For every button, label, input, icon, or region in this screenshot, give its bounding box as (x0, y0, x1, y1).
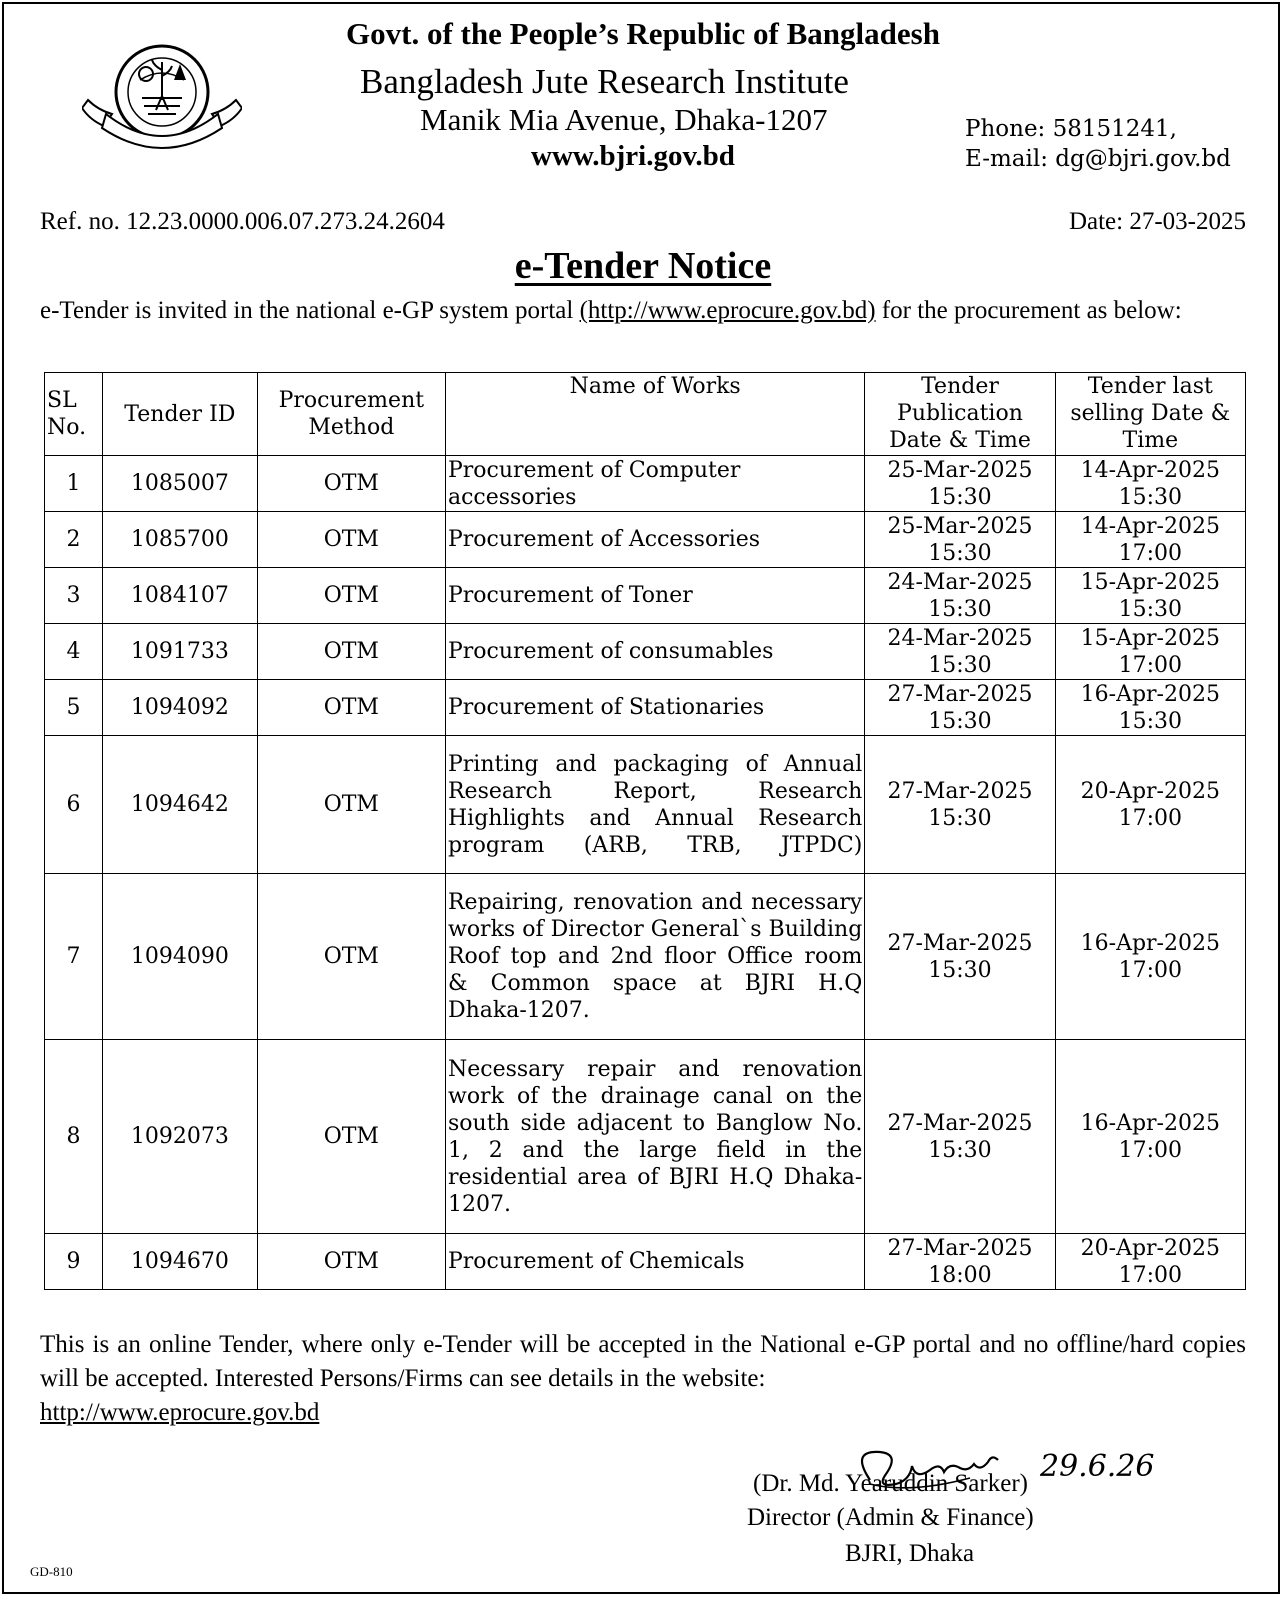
table-row (45, 568, 1246, 624)
table-row (45, 624, 1246, 680)
cell-sl: 9 (45, 1234, 103, 1290)
institute-address: Manik Mia Avenue, Dhaka-1207 (420, 102, 828, 137)
signatory-org: BJRI, Dhaka (845, 1540, 975, 1567)
cell-method: OTM (257, 568, 445, 624)
cell-tender-id: 1084107 (103, 568, 258, 624)
cell-method: OTM (257, 680, 445, 736)
cell-tender-id: 1094090 (103, 874, 258, 1040)
col-header-sl: SL No. (45, 373, 103, 456)
cell-works: Procurement of consumables (445, 624, 864, 680)
form-code: GD-810 (30, 1564, 73, 1579)
cell-last-selling: 16-Apr-2025 17:00 (1055, 1040, 1245, 1234)
signatory-name: (Dr. Md. Yearuddin Sarker) (753, 1470, 1028, 1497)
col-header-method: Procurement Method (257, 373, 445, 456)
signatory-title: Director (Admin & Finance) (747, 1504, 1034, 1531)
cell-publication: 25-Mar-2025 15:30 (865, 512, 1055, 568)
cell-tender-id: 1094092 (103, 680, 258, 736)
col-header-publication: Tender Publication Date & Time (865, 373, 1055, 456)
cell-works: Necessary repair and renovation work of the drainage canal on the south side adjacent to Banglow No. 1, 2 and the large field in the residential area of BJRI H.Q Dhaka-1207. (445, 1040, 864, 1234)
cell-last-selling: 14-Apr-2025 15:30 (1055, 456, 1245, 512)
cell-sl: 7 (45, 874, 103, 1040)
institute-name: Bangladesh Jute Research Institute (360, 62, 849, 101)
phone-number: Phone: 58151241, (965, 116, 1177, 142)
table-row (45, 680, 1246, 736)
institute-logo (82, 40, 242, 160)
cell-tender-id: 1091733 (103, 624, 258, 680)
cell-tender-id: 1094642 (103, 736, 258, 874)
cell-works: Procurement of Computer accessories (445, 456, 864, 512)
cell-publication: 27-Mar-2025 15:30 (865, 680, 1055, 736)
signature-date: 29.6.26 (1040, 1449, 1155, 1484)
col-header-works: Name of Works (445, 373, 864, 456)
cell-publication: 24-Mar-2025 15:30 (865, 624, 1055, 680)
eprocure-link[interactable]: (http://www.eprocure.gov.bd) (579, 297, 876, 324)
tender-table-body (45, 456, 1246, 1290)
cell-publication: 25-Mar-2025 15:30 (865, 456, 1055, 512)
institute-website[interactable]: www.bjri.gov.bd (531, 140, 735, 172)
cell-publication: 27-Mar-2025 15:30 (865, 874, 1055, 1040)
footer-paragraph: This is an online Tender, where only e-Tender will be accepted in the National e-GP portal and no offline/hard copies will be accepted. Interested Persons/Firms can see details in the website: http://www.eprocure.gov.bd (40, 1331, 1246, 1426)
cell-method: OTM (257, 736, 445, 874)
notice-date: Date: 27-03-2025 (1068, 208, 1246, 235)
notice-title: e-Tender Notice (514, 245, 772, 287)
cell-last-selling: 16-Apr-2025 15:30 (1055, 680, 1245, 736)
cell-publication: 27-Mar-2025 18:00 (865, 1234, 1055, 1290)
cell-sl: 3 (45, 568, 103, 624)
cell-method: OTM (257, 624, 445, 680)
cell-sl: 4 (45, 624, 103, 680)
cell-tender-id: 1094670 (103, 1234, 258, 1290)
cell-method: OTM (257, 1234, 445, 1290)
cell-method: OTM (257, 874, 445, 1040)
cell-sl: 6 (45, 736, 103, 874)
cell-works: Repairing, renovation and necessary works of Director General`s Building Roof top and 2nd floor Office room & Common space at BJRI H.Q Dhaka-1207. (445, 874, 864, 1040)
cell-works: Procurement of Stationaries (445, 680, 864, 736)
cell-publication: 27-Mar-2025 15:30 (865, 1040, 1055, 1234)
cell-works: Procurement of Toner (445, 568, 864, 624)
cell-tender-id: 1092073 (103, 1040, 258, 1234)
table-row (45, 736, 1246, 874)
email-address[interactable]: E-mail: dg@bjri.gov.bd (965, 146, 1231, 172)
cell-last-selling: 20-Apr-2025 17:00 (1055, 736, 1245, 874)
cell-sl: 5 (45, 680, 103, 736)
cell-tender-id: 1085007 (103, 456, 258, 512)
footer-eprocure-link[interactable]: http://www.eprocure.gov.bd (40, 1399, 320, 1426)
col-header-last-selling: Tender last selling Date & Time (1055, 373, 1245, 456)
cell-sl: 1 (45, 456, 103, 512)
table-row (45, 874, 1246, 1040)
col-header-tender-id: Tender ID (103, 373, 258, 456)
cell-last-selling: 15-Apr-2025 17:00 (1055, 624, 1245, 680)
cell-method: OTM (257, 456, 445, 512)
cell-works: Procurement of Accessories (445, 512, 864, 568)
cell-last-selling: 14-Apr-2025 17:00 (1055, 512, 1245, 568)
cell-works: Printing and packaging of Annual Research Report, Research Highlights and Annual Research program (ARB, TRB, JTPDC) (445, 736, 864, 874)
cell-method: OTM (257, 1040, 445, 1234)
cell-last-selling: 15-Apr-2025 15:30 (1055, 568, 1245, 624)
cell-last-selling: 20-Apr-2025 17:00 (1055, 1234, 1245, 1290)
cell-publication: 24-Mar-2025 15:30 (865, 568, 1055, 624)
table-row (45, 512, 1246, 568)
table-header-row (45, 373, 1246, 456)
tender-table (44, 372, 1246, 1290)
intro-paragraph: e-Tender is invited in the national e-GP system portal (http://www.eprocure.gov.bd) for the procurement as below: (40, 297, 1182, 324)
govt-heading: Govt. of the People’s Republic of Bangladesh (346, 16, 940, 51)
reference-number: Ref. no. 12.23.0000.006.07.273.24.2604 (40, 208, 445, 235)
cell-works: Procurement of Chemicals (445, 1234, 864, 1290)
table-row (45, 456, 1246, 512)
cell-publication: 27-Mar-2025 15:30 (865, 736, 1055, 874)
table-row (45, 1234, 1246, 1290)
table-row (45, 1040, 1246, 1234)
cell-sl: 2 (45, 512, 103, 568)
cell-method: OTM (257, 512, 445, 568)
cell-sl: 8 (45, 1040, 103, 1234)
cell-tender-id: 1085700 (103, 512, 258, 568)
cell-last-selling: 16-Apr-2025 17:00 (1055, 874, 1245, 1040)
